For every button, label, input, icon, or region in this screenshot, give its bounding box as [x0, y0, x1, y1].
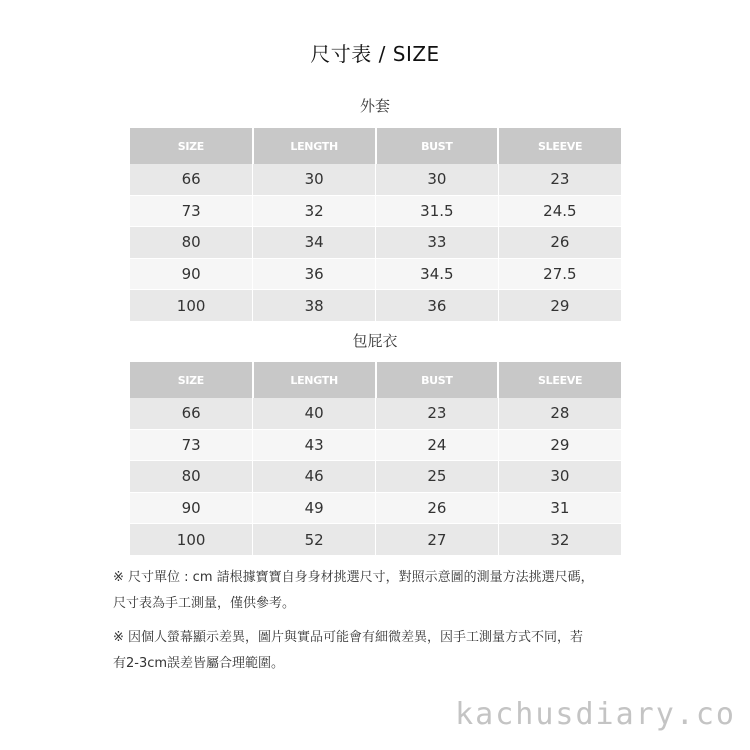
table-cell: 100: [130, 524, 253, 556]
table-cell: 34: [253, 227, 376, 259]
column-header-size: SIZE: [130, 362, 253, 398]
table-cell: 23: [376, 398, 499, 429]
table-row: [130, 524, 621, 556]
table-row: [130, 227, 621, 259]
column-header-sleeve: SLEEVE: [498, 128, 621, 164]
column-header-length: LENGTH: [253, 362, 376, 398]
table-cell: 23: [498, 164, 621, 195]
column-header-bust: BUST: [376, 128, 499, 164]
table-cell: 30: [253, 164, 376, 195]
table-cell: 24: [376, 429, 499, 461]
column-header-bust: BUST: [376, 362, 499, 398]
table-row: [130, 492, 621, 524]
table-row: [130, 398, 621, 429]
table-cell: 30: [498, 461, 621, 493]
table-cell: 28: [498, 398, 621, 429]
table-cell: 66: [130, 398, 253, 429]
note-line: ※ 因個人螢幕顯示差異，圖片與實品可能會有細微差異，因手工測量方式不同，若: [113, 630, 584, 645]
table-row: [130, 258, 621, 290]
table-cell: 26: [376, 492, 499, 524]
watermark: kachusdiary.co: [455, 697, 736, 732]
size-unit-note: [113, 565, 653, 617]
note-line: 有2-3cm誤差皆屬合理範圍。: [113, 656, 285, 671]
table-row: [130, 195, 621, 227]
screen-difference-note: [113, 625, 653, 677]
column-header-sleeve: SLEEVE: [498, 362, 621, 398]
table-cell: 73: [130, 195, 253, 227]
table-cell: 66: [130, 164, 253, 195]
table-cell: 46: [253, 461, 376, 493]
note-line: ※ 尺寸單位 : cm 請根據寶寶自身身材挑選尺寸，對照示意圖的測量方法挑選尺碼，: [113, 570, 594, 585]
table-cell: 27.5: [498, 258, 621, 290]
table-cell: 73: [130, 429, 253, 461]
page-title: 尺寸表 / SIZE: [310, 42, 440, 66]
table-row: [130, 429, 621, 461]
table-row: [130, 164, 621, 195]
table-cell: 32: [253, 195, 376, 227]
table-caption-jacket: 外套: [359, 97, 390, 115]
table-header-row: [130, 362, 621, 398]
table-cell: 43: [253, 429, 376, 461]
table-cell: 31.5: [376, 195, 499, 227]
table-row: [130, 290, 621, 322]
size-table-jacket: [130, 128, 621, 322]
table-header-row: [130, 128, 621, 164]
table-cell: 29: [498, 429, 621, 461]
table-row: [130, 461, 621, 493]
table-cell: 25: [376, 461, 499, 493]
table-cell: 80: [130, 227, 253, 259]
column-header-size: SIZE: [130, 128, 253, 164]
table-cell: 52: [253, 524, 376, 556]
table-cell: 36: [253, 258, 376, 290]
table-cell: 80: [130, 461, 253, 493]
table-cell: 100: [130, 290, 253, 322]
table-cell: 34.5: [376, 258, 499, 290]
table-cell: 29: [498, 290, 621, 322]
table-caption-bodysuit: 包屁衣: [352, 332, 398, 350]
column-header-length: LENGTH: [253, 128, 376, 164]
table-cell: 36: [376, 290, 499, 322]
table-cell: 33: [376, 227, 499, 259]
table-cell: 27: [376, 524, 499, 556]
size-table-bodysuit: [130, 362, 621, 556]
table-cell: 32: [498, 524, 621, 556]
table-cell: 90: [130, 492, 253, 524]
table-cell: 24.5: [498, 195, 621, 227]
table-cell: 90: [130, 258, 253, 290]
table-cell: 38: [253, 290, 376, 322]
table-cell: 40: [253, 398, 376, 429]
table-cell: 49: [253, 492, 376, 524]
table-cell: 26: [498, 227, 621, 259]
table-cell: 31: [498, 492, 621, 524]
table-cell: 30: [376, 164, 499, 195]
note-line: 尺寸表為手工測量，僅供參考。: [113, 596, 296, 611]
